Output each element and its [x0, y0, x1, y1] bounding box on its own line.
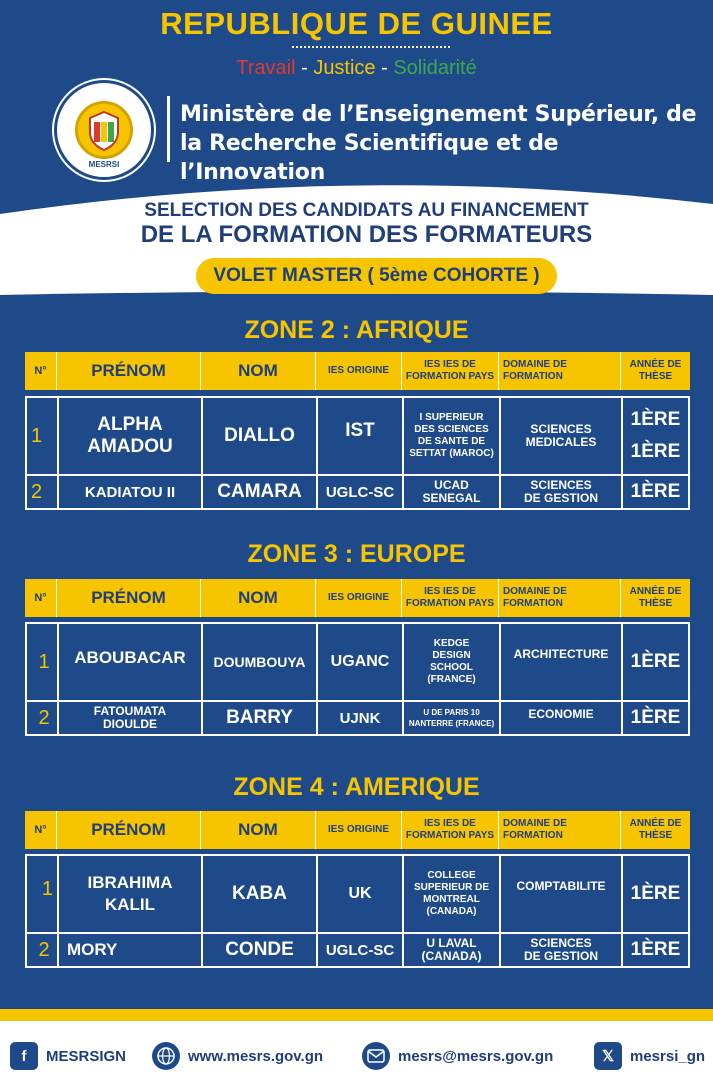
domaine-cell: SCIENCES MEDICALES	[501, 398, 623, 474]
col-ies-origine: IES ORIGINE	[316, 579, 402, 617]
table-row	[27, 624, 688, 700]
col-nom: NOM	[201, 579, 316, 617]
formation-cell: U DE PARIS 10 NANTERRE (FRANCE)	[404, 702, 501, 734]
globe-icon	[152, 1042, 180, 1070]
table-row	[27, 474, 688, 508]
dotted-divider	[292, 46, 450, 48]
formation-cell: UCAD SENEGAL	[404, 476, 501, 508]
table-row	[27, 856, 688, 932]
footer-email[interactable]	[362, 1040, 553, 1072]
zone-title-europe: ZONE 3 : EUROPE	[247, 540, 466, 568]
annee-cell	[623, 398, 688, 474]
motto-travail: Travail	[236, 57, 296, 79]
website-link[interactable]: www.mesrs.gov.gn	[188, 1047, 324, 1065]
col-ies-origine: IES ORIGINE	[316, 811, 402, 849]
col-annee: ANNÉE DE THÈSE	[629, 818, 682, 841]
formation-cell: U LAVAL (CANADA)	[404, 934, 501, 966]
nom-cell: CAMARA	[203, 476, 318, 508]
nom-cell: DOUMBOUYA	[203, 624, 318, 700]
table-row	[27, 700, 688, 734]
table-row	[27, 398, 688, 474]
col-num: N°	[25, 811, 57, 849]
selection-title	[0, 200, 713, 248]
seal-label: MESRSI	[88, 160, 120, 169]
col-ies-origine: IES ORIGINE	[316, 352, 402, 390]
motto-solidarite: Solidarité	[393, 57, 477, 79]
annee-cell: 1ÈRE	[630, 651, 681, 672]
prenom-cell: FATOUMATA DIOULDE	[59, 702, 203, 734]
col-formation-pays: IES IES DE FORMATION PAYS	[402, 811, 499, 849]
domaine-cell: SCIENCES DE GESTION	[501, 476, 623, 508]
coat-of-arms-icon	[75, 101, 133, 159]
prenom-cell: ABOUBACAR	[59, 624, 203, 700]
domaine-cell: SCIENCES DE GESTION	[501, 934, 623, 966]
row-number: 2	[27, 476, 59, 508]
x-icon: 𝕏	[594, 1042, 622, 1070]
col-num: N°	[25, 579, 57, 617]
domaine-cell: COMPTABILITE	[501, 856, 623, 932]
col-nom: NOM	[201, 811, 316, 849]
table-header	[25, 579, 690, 617]
table-europe	[25, 622, 690, 736]
ies-cell: UK	[318, 856, 404, 932]
footer-facebook[interactable]	[10, 1040, 126, 1072]
email-link[interactable]: mesrs@mesrs.gov.gn	[398, 1047, 554, 1065]
annee-cell: 1ÈRE	[630, 707, 681, 728]
row-number: 1	[27, 398, 59, 474]
table-afrique	[25, 396, 690, 510]
col-domaine: DOMAINE DE FORMATION	[499, 811, 621, 849]
selection-title-line-2: DE LA FORMATION DES FORMATEURS	[140, 221, 593, 248]
domaine-cell: ARCHITECTURE	[501, 624, 623, 700]
motto-separator: -	[375, 57, 394, 79]
mail-icon	[362, 1042, 390, 1070]
prenom-cell: MORY	[59, 934, 203, 966]
annee-value: 1ÈRE	[630, 409, 681, 430]
x-handle: mesrsi_gn	[630, 1047, 706, 1065]
facebook-icon: f	[10, 1042, 38, 1070]
selection-title-line-1: SELECTION DES CANDIDATS AU FINANCEMENT	[144, 200, 589, 221]
prenom-cell: IBRAHIMA KALIL	[59, 856, 203, 932]
white-wave-banner	[0, 170, 713, 330]
row-number: 1	[27, 624, 59, 700]
annee-cell: 1ÈRE	[630, 883, 681, 904]
col-formation-pays: IES IES DE FORMATION PAYS	[402, 579, 499, 617]
table-header	[25, 811, 690, 849]
col-annee: ANNÉE DE THÈSE	[629, 359, 682, 382]
row-number: 2	[27, 934, 59, 966]
prenom-cell: KADIATOU II	[59, 476, 203, 508]
table-amerique	[25, 854, 690, 968]
formation-cell: KEDGE DESIGN SCHOOL (FRANCE)	[404, 624, 501, 700]
nom-cell: BARRY	[203, 702, 318, 734]
col-prenom: PRÉNOM	[57, 352, 201, 390]
domaine-cell: ECONOMIE	[501, 702, 623, 734]
formation-cell: I SUPERIEUR DES SCIENCES DE SANTE DE SETTAT (MAROC)	[404, 398, 501, 474]
ies-cell: IST	[318, 398, 404, 474]
table-row	[27, 932, 688, 966]
col-domaine: DOMAINE DE FORMATION	[499, 579, 621, 617]
col-prenom: PRÉNOM	[57, 579, 201, 617]
col-domaine: DOMAINE DE FORMATION	[499, 352, 621, 390]
nom-cell: CONDE	[203, 934, 318, 966]
zone-title-amerique: ZONE 4 : AMERIQUE	[233, 773, 480, 801]
col-annee: ANNÉE DE THÈSE	[629, 586, 682, 609]
country-title: REPUBLIQUE DE GUINEE	[160, 6, 553, 41]
col-nom: NOM	[201, 352, 316, 390]
prenom-cell: ALPHA AMADOU	[59, 398, 203, 474]
footer-stripe	[0, 1009, 713, 1021]
col-formation-pays: IES IES DE FORMATION PAYS	[402, 352, 499, 390]
footer-website[interactable]	[152, 1040, 323, 1072]
ies-cell: UGLC-SC	[318, 476, 404, 508]
col-prenom: PRÉNOM	[57, 811, 201, 849]
formation-cell: COLLEGE SUPERIEUR DE MONTREAL (CANADA)	[404, 856, 501, 932]
ies-cell: UGLC-SC	[318, 934, 404, 966]
motto-separator: -	[295, 57, 314, 79]
ministry-seal-logo	[54, 80, 154, 180]
footer-x[interactable]	[594, 1040, 705, 1072]
table-header	[25, 352, 690, 390]
ies-cell: UGANC	[318, 624, 404, 700]
ministry-line-2: la Recherche Scientifique et de l’Innovation	[180, 131, 559, 185]
ies-cell: UJNK	[318, 702, 404, 734]
facebook-handle: MESRSIGN	[46, 1047, 127, 1065]
nom-cell: KABA	[203, 856, 318, 932]
ministry-line-1: Ministère de l’Enseignement Supérieur, de	[180, 102, 697, 127]
annee-cell: 1ÈRE	[630, 481, 681, 502]
motto	[0, 57, 713, 80]
motto-justice: Justice	[313, 57, 376, 79]
header-divider	[167, 96, 170, 162]
annee-cell: 1ÈRE	[630, 939, 681, 960]
row-number: 1	[27, 856, 59, 932]
zone-title-afrique: ZONE 2 : AFRIQUE	[244, 316, 469, 344]
col-num: N°	[25, 352, 57, 390]
nom-cell: DIALLO	[203, 398, 318, 474]
volet-badge: VOLET MASTER ( 5ème COHORTE )	[196, 258, 557, 294]
annee-value: 1ÈRE	[630, 441, 681, 462]
row-number: 2	[27, 702, 59, 734]
